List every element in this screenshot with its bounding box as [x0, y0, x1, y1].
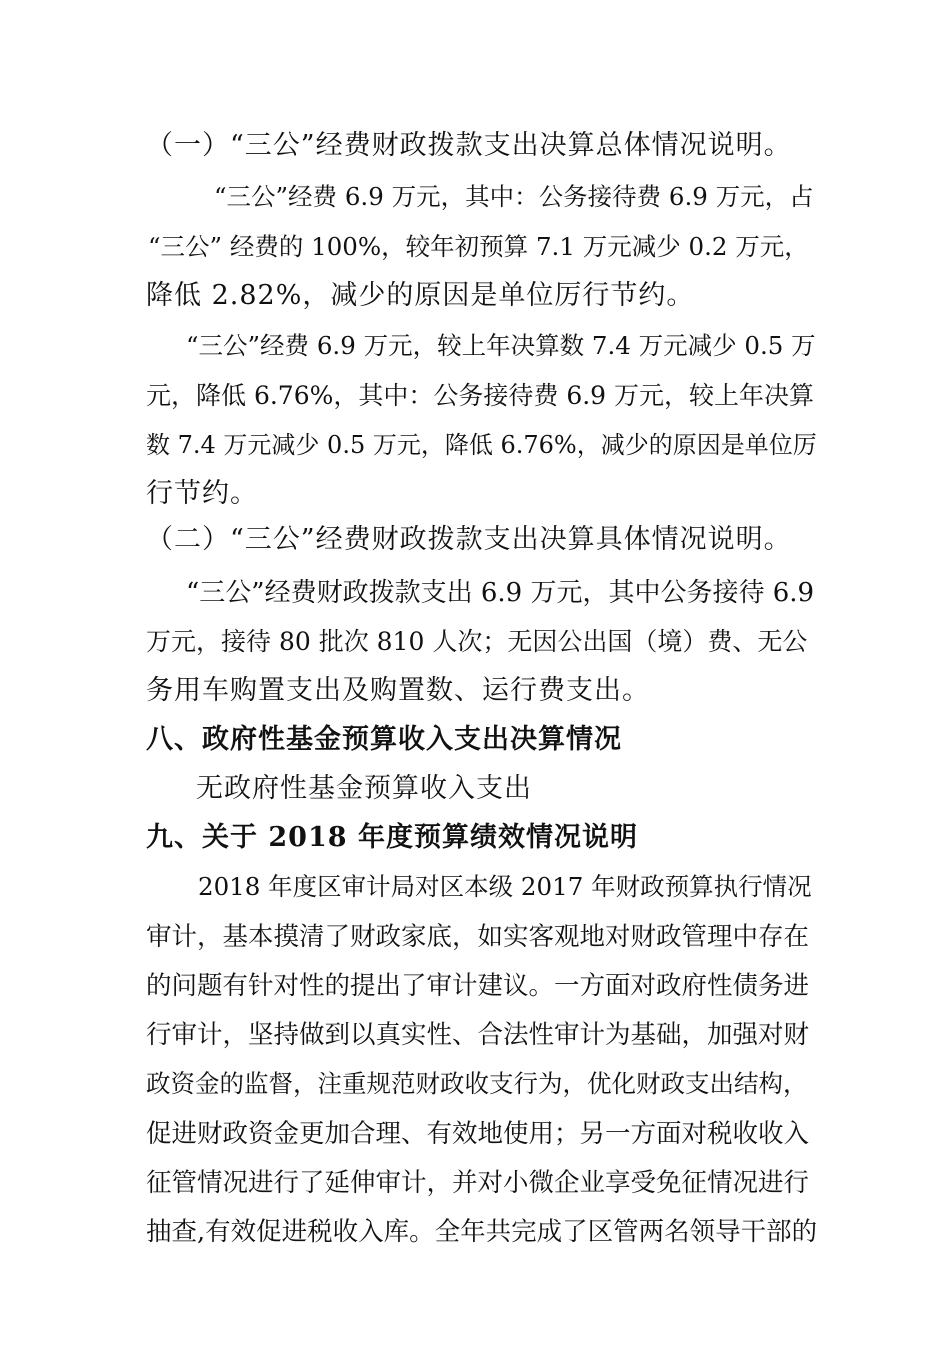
- subheading-2: （二）“三公”经费财政拨款支出决算具体情况说明。: [146, 524, 792, 555]
- paragraph-line: 行审计，坚持做到以真实性、合法性审计为基础，加强对财: [146, 1020, 810, 1050]
- paragraph-line: 降低 2.82%，减少的原因是单位厉行节约。: [146, 280, 695, 311]
- paragraph-line: 的问题有针对性的提出了审计建议。一方面对政府性债务进: [146, 971, 810, 1001]
- paragraph-line: 审计，基本摸清了财政家底，如实客观地对财政管理中存在: [146, 922, 810, 952]
- paragraph-line: 征管情况进行了延伸审计，并对小微企业享受免征情况进行: [146, 1168, 810, 1198]
- paragraph-line: “三公” 经费的 100%，较年初预算 7.1 万元减少 0.2 万元，: [148, 232, 809, 261]
- paragraph-line: 政资金的监督，注重规范财政收支行为，优化财政支出结构，: [146, 1069, 808, 1098]
- paragraph-line: 无政府性基金预算收入支出: [196, 773, 532, 804]
- subheading-1: （一）“三公”经费财政拨款支出决算总体情况说明。: [146, 130, 792, 161]
- paragraph-line: 促进财政资金更加合理、有效地使用；另一方面对税收收入: [146, 1119, 810, 1149]
- paragraph-line: 万元，接待 80 批次 810 人次；无因公出国（境）费、无公: [146, 627, 808, 656]
- section-heading-8: 八、政府性基金预算收入支出决算情况: [146, 724, 622, 755]
- paragraph-line: 抽查,有效促进税收入库。全年共完成了区管两名领导干部的: [146, 1217, 818, 1247]
- paragraph-line: “三公”经费 6.9 万元，其中：公务接待费 6.9 万元，占: [214, 182, 814, 211]
- paragraph-line: 元，降低 6.76%，其中：公务接待费 6.9 万元，较上年决算: [146, 381, 815, 410]
- paragraph-line: “三公”经费财政拨款支出 6.9 万元，其中公务接待 6.9: [186, 578, 815, 608]
- paragraph-line: 2018 年度区审计局对区本级 2017 年财政预算执行情况: [198, 872, 812, 901]
- section-heading-9: 九、关于 2018 年度预算绩效情况说明: [146, 822, 638, 853]
- paragraph-line: “三公”经费 6.9 万元，较上年决算数 7.4 万元减少 0.5 万: [186, 331, 816, 360]
- paragraph-line: 数 7.4 万元减少 0.5 万元，降低 6.76%，减少的原因是单位厉: [146, 431, 817, 459]
- paragraph-line: 务用车购置支出及购置数、运行费支出。: [146, 675, 650, 706]
- paragraph-line: 行节约。: [146, 478, 258, 509]
